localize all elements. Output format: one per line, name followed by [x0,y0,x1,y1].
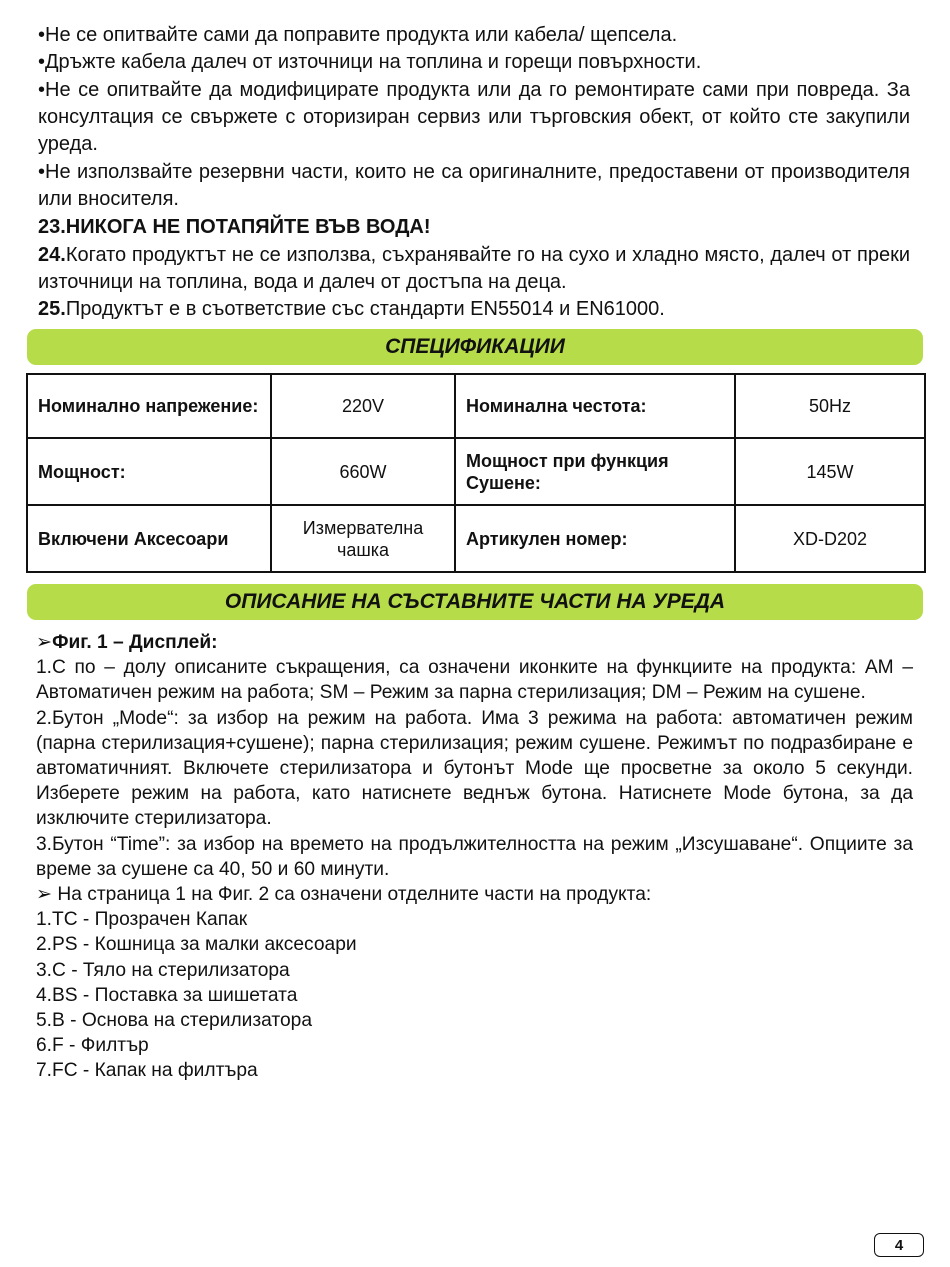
spec-label: Мощност при функция Сушене: [455,438,735,505]
spec-value: 50Hz [735,374,925,438]
warning-no-water: 23.НИКОГА НЕ ПОТАПЯЙТЕ ВЪВ ВОДА! [38,216,431,238]
display-abbreviations: 1.С по – долу описаните съкращения, са означени иконките на функциите на продукта: AM – Автоматичен режим на работа; SM – Режим за парна стерилизация; DM – Режим на сушене. [36,657,913,704]
safety-bullet-spare-parts: •Не използвайте резервни части, които не са оригиналните, предоставени от производителя или вносителя. [38,161,910,210]
fig1-heading: ➢Фиг. 1 – Дисплей: [36,632,218,653]
specs-table [26,373,926,573]
table-row [27,438,925,505]
standards-compliance [38,296,910,323]
spec-label: Номинално напрежение: [27,374,271,438]
fig2-heading: ➢ На страница 1 на Фиг. 2 са означени отделните части на продукта: [36,884,652,906]
spec-value: 220V [271,374,455,438]
page-number: 4 [874,1233,924,1257]
spec-value: XD-D202 [735,505,925,572]
parts-description [36,630,913,1084]
standards-text: Продуктът е в съответствие със стандарти EN55014 и EN61000. [65,298,665,320]
list-item: 1.TC - Прозрачен Капак [36,909,248,931]
mode-button-description: 2.Бутон „Mode“: за избор на режим на работа. Има 3 режима на работа: автоматичен режим (парна стерилизация+сушене); парна стерилизация; режим сушене. Режимът по подразбиране е автоматичният. Включете стерилизатора и бутонът Mode ще просветне за около 5 секунди. Изберете режим на работа, като натиснете веднъж бутона. Натиснете Mode бутона, за да изключите стерилизатора. [36,707,913,830]
spec-label: Мощност: [27,438,271,505]
item-number: 24. [38,244,66,266]
safety-bullet-heat: •Дръжте кабела далеч от източници на топлина и горещи повърхности. [38,51,702,73]
list-item: 4.BS - Поставка за шишетата [36,984,298,1006]
spec-label: Включени Аксесоари [27,505,271,572]
safety-bullet-modify: •Не се опитвайте да модифицирате продукта или да го ремонтирате сами при повреда. За консултация се свържете с оторизиран сервиз или търговския обект, от който сте закупили уреда. [38,79,910,155]
list-item: 3.C - Тяло на стерилизатора [36,959,290,981]
spec-label: Номинална честота: [455,374,735,438]
list-item: 5.B - Основа на стерилизатора [36,1010,312,1032]
list-item: 6.F - Филтър [36,1035,149,1057]
item-number: 25. [38,298,66,320]
spec-value: 660W [271,438,455,505]
storage-instruction [38,242,910,296]
specs-section-header: СПЕЦИФИКАЦИИ [27,329,923,365]
parts-section-header: ОПИСАНИЕ НА СЪСТАВНИТЕ ЧАСТИ НА УРЕДА [27,584,923,620]
list-item: 2.PS - Кошница за малки аксесоари [36,934,357,956]
spec-label: Артикулен номер: [455,505,735,572]
spec-value: 145W [735,438,925,505]
list-item: 7.FC - Капак на филтъра [36,1060,258,1082]
table-row [27,374,925,438]
safety-bullet-repair: •Не се опитвайте сами да поправите продукта или кабела/ щепсела. [38,24,678,46]
storage-text: Когато продуктът не се използва, съхранявайте го на сухо и хладно място, далеч от преки източници на топлина, вода и далеч от достъпа на деца. [38,244,910,293]
time-button-description: 3.Бутон “Time”: за избор на времето на продължителността на режим „Изсушаване“. Опциите за време за сушене са 40, 50 и 60 минути. [36,833,913,880]
table-row [27,505,925,572]
spec-value: Измервателна чашка [271,505,455,572]
